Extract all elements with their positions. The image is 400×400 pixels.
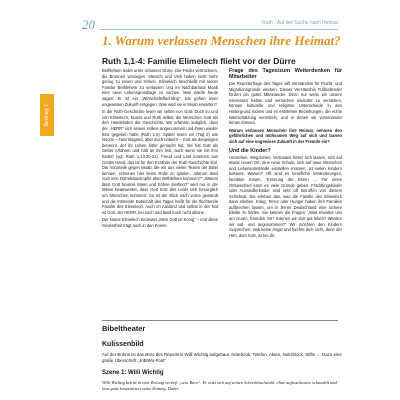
question-of-day-question: Warum verlassen Menschen ihre Heimat, nehmen den gefährlichen und mühsamen Weg auf sich und lassen sich auf eine ungewisse Zukunft in der Fremde ein? bbox=[229, 127, 342, 144]
scene-intro: Willi Wichtig betritt in eine Zeitung vertieft „sein Büro“. Er setzt sich auf seinen Schreibtischstuhl, ohne aufzuschauen, schaudelt und liest ganz konzentriert seine Zeitung. Dabei bbox=[102, 380, 337, 391]
children-text: Umziehen, Wegziehen, Vertrautes hinter sich lassen, sich auf etwas neuen Ort, eine neue Schule, sich auf neue Menschen und Lebensumstände einstellen müssen, ist vielen Kindern bekannt. Warum? Oft sind es berufliche Veränderungen, familiäre Krisen, Trennung der Eltern … Für einen Ortswechsel kann es viele Gründe geben. Flüchtlingskinder oder Aussiedlerkinder sind sehr oft betroffen von diesem Schicksal. Sie erleben das, was die Familie des Elimelech dann erleben. Krieg, Terror oder Hunger haben ihre Familien aufbrechen lassen, um in ferner Deutschland eine sichere Bleibe zu finden. Sie kennen die Fragen: „Was erwartet uns am neuen, fremden Ort? Können wir dort gut leben? Werden wir auf- und angenommen?“ Wir möchten den Kindern zusprechen: Hab keine Angst und fürchte dich nicht, denn der Herr, dein Gott, ist bei dir. bbox=[229, 154, 342, 238]
side-tab bbox=[40, 94, 54, 136]
running-header: Ruth · Auf der Suche nach Heimat bbox=[262, 20, 338, 26]
bibeltheater-heading: Bibeltheater bbox=[102, 324, 146, 333]
children-heading: Und die Kinder? bbox=[229, 147, 271, 154]
left-paragraph-2: In der Ruth-Geschichte lesen wir selten von Gott. Doch zu und von Elimelech, Noomi und Ruth selbst, die Menschen Gott als den Handelnden der Geschichte. Wir erfahren lediglich, dass der „HERR“ sich seines Volkes angenommen und ihnen wieder Brot gegeben habe (Ruth 1,6). Später lesen wir (Tag 2) wie Noomi – zwar klagend, aber doch unbeirrt – Gott als denjenigen benennt, der ihr Leben bitter gemacht hat. Sie hat Gott als Geber erfahren und hält an ihm fest, auch wenn sie mit ihm hadert (vgl. Ruth 1,13.20-21). Freud und Leid kommen aus Gottes Hand, das ist für den Erzähler der Ruth-Geschichte klar. Die Vorurteile gegen Moab, die wir aus vielen Texten der Bibel kennen, scheinen hier keine Rolle zu spielen. „Warum lässt Gott eine Dürrekatastrophe über Bethlehem kommen?“ „Warum lässt Gott Noomis Mann und Söhne sterben?“ wird nur in der Weise beantwortet, dass Gott trotz des Leids sich fürsorglich um Menschen kümmert. So ist der Blick nach vorne gewandt und die tröstende Botschaft des Tages heißt für die flüchtende Familie des Elimelech: Auch im Ausland und selbst in der Not ist Gott, der HERR, bei euch und lässt euch nicht alleine. bbox=[102, 109, 218, 215]
left-paragraph-1: Bethlehem leidet unter schwerer Dürre. Die Felder vertrocknen, die Brunnen versiegen. Mensch und Vieh haben nicht mehr genug zu essen und trinken. Elimelech beschließt mit seiner Familie Bethlehem zu verlassen und im Nachbarland Moab eine neue Lebensgrundlage zu suchen. Man würde heute sagen: Er ist ein „Wirtschaftsflüchtling“. Sie gehen einer ungewissen Zukunft entgegen. Was wird sie in Moab erwarten? bbox=[102, 68, 218, 107]
section-heading: Ruth 1,1-4: Familie Elimelech flieht vor der Dürre bbox=[102, 56, 296, 66]
question-of-day-text: Die Reporterfrage des Tages will Verständnis für Flucht- und Migrationsgründe wecken. Dieses Verständnis Fußballender fördert ein gutes Miteinander. Denn nur wenn wir unsere Interessen haben und versuchen einander zu verstehen, können kulturelle und religiöse Unterschiede in den Hintergrund rücken und es entstehen Beziehungen, die echte Wertschätzung vermitteln, und in denen wir voneinander lernen können. bbox=[229, 81, 342, 126]
kulissenbild-text: Auf der Bühne ist das Büro des Reporters Willi Wichtig aufgebaut. Notebook, Telefon, Akten, Notizblock, Stifte … Dazu eine große Überschrift: „KiBiWo-Post“ bbox=[102, 352, 342, 363]
right-column bbox=[229, 68, 342, 238]
chapter-title: 1. Warum verlassen Menschen ihre Heimat? bbox=[102, 33, 341, 48]
question-of-day-heading: Frage des Tages/zum Weiterdenken für Mitarbeiter bbox=[229, 68, 342, 80]
section-rule bbox=[102, 320, 338, 321]
header-rule bbox=[100, 29, 338, 30]
left-paragraph-3: Der Name Elimelech bedeutet „Mein Gott ist König“ – und diese Gewissheit trägt auch in den Krisen. bbox=[102, 217, 218, 229]
side-tab-label: Beitrag 1 bbox=[44, 103, 50, 127]
page-number: 20 bbox=[82, 17, 95, 32]
scene-title: Szene 1: Willi Wichtig bbox=[102, 370, 164, 376]
kulissenbild-heading: Kulissenbild bbox=[102, 341, 144, 348]
left-column bbox=[102, 68, 218, 229]
